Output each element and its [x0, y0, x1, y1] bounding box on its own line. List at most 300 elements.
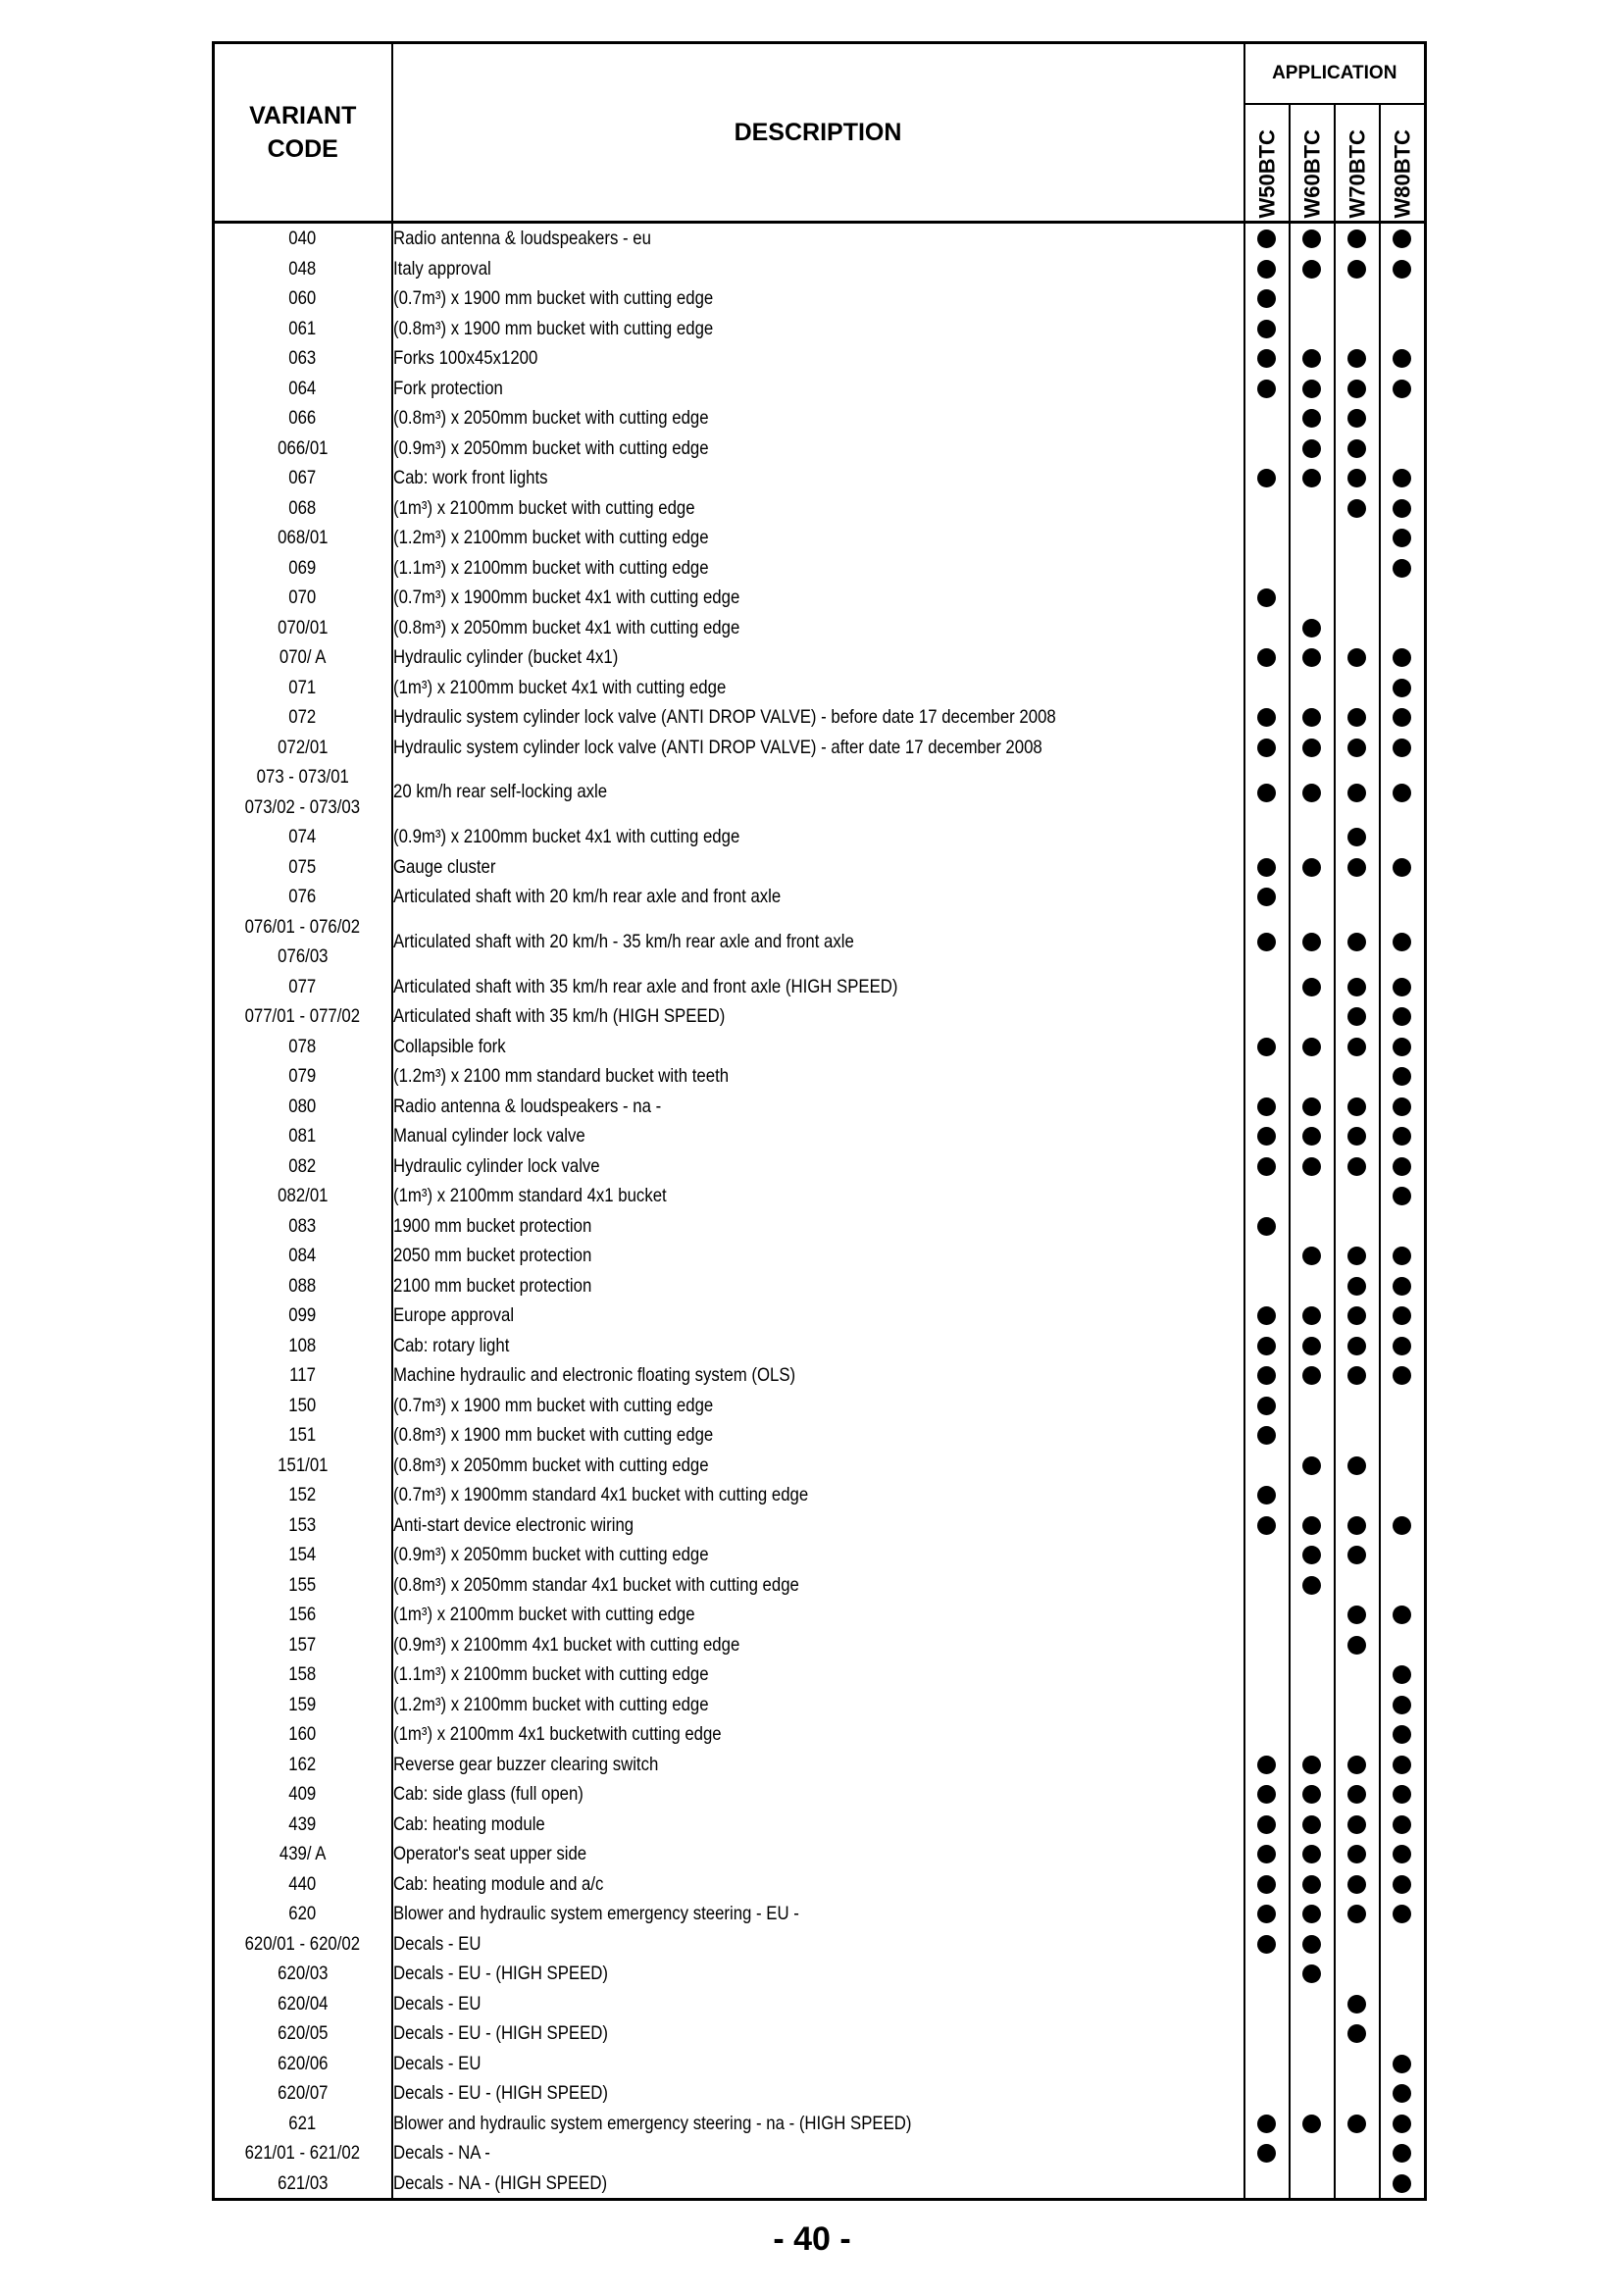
application-cell-w80btc	[1380, 642, 1426, 673]
application-cell-w70btc	[1335, 2018, 1380, 2049]
application-cell-w50btc	[1244, 1989, 1290, 2019]
application-cell-w60btc	[1290, 882, 1335, 912]
application-cell-w60btc	[1290, 1779, 1335, 1810]
applicable-dot-icon	[1302, 978, 1321, 996]
description-text: (0.8m³) x 2050mm bucket with cutting edge	[392, 407, 709, 429]
description-text: Articulated shaft with 20 km/h - 35 km/h rear axle and front axle	[392, 930, 854, 952]
variant-code-cell	[214, 972, 392, 1002]
variant-code-cell	[214, 2018, 392, 2049]
application-cell-w70btc	[1335, 1690, 1380, 1720]
applicable-dot-icon	[1257, 1337, 1276, 1355]
applicable-dot-icon	[1302, 1756, 1321, 1774]
description-text: (0.8m³) x 2050mm bucket 4x1 with cutting edge	[392, 616, 739, 638]
application-cell-w50btc	[1244, 283, 1290, 314]
application-cell-w80btc	[1380, 493, 1426, 524]
applicable-dot-icon	[1393, 648, 1411, 667]
applicable-dot-icon	[1257, 320, 1276, 338]
variant-code-cell	[214, 1540, 392, 1570]
table-row	[214, 1929, 1426, 1960]
variant-code-cell	[214, 762, 392, 822]
application-cell-w70btc	[1335, 1630, 1380, 1660]
variant-code-cell	[214, 223, 392, 254]
table-row	[214, 583, 1426, 613]
application-cell-w70btc	[1335, 972, 1380, 1002]
application-cell-w80btc	[1380, 1391, 1426, 1421]
application-cell-w60btc	[1290, 523, 1335, 553]
variant-code-cell	[214, 1092, 392, 1122]
application-cell-w50btc	[1244, 1121, 1290, 1151]
application-cell-w70btc	[1335, 583, 1380, 613]
variant-code: 081	[288, 1125, 317, 1147]
application-cell-w70btc	[1335, 1750, 1380, 1780]
variant-code: 151/01	[278, 1454, 329, 1476]
table-row	[214, 1750, 1426, 1780]
table-row	[214, 642, 1426, 673]
table-row	[214, 1899, 1426, 1929]
variant-code-cell	[214, 2078, 392, 2109]
application-cell-w60btc	[1290, 1719, 1335, 1750]
application-cell-w50btc	[1244, 1779, 1290, 1810]
applicable-dot-icon	[1257, 349, 1276, 368]
description-cell	[392, 1420, 1244, 1451]
application-cell-w60btc	[1290, 1899, 1335, 1929]
applicable-dot-icon	[1257, 1756, 1276, 1774]
applicable-dot-icon	[1393, 1875, 1411, 1894]
application-cell-w60btc	[1290, 1810, 1335, 1840]
application-cell-w50btc	[1244, 1630, 1290, 1660]
model-label: W60BTC	[1299, 129, 1324, 219]
application-cell-w80btc	[1380, 2078, 1426, 2109]
variant-code-cell	[214, 583, 392, 613]
variant-code-cell	[214, 1839, 392, 1869]
applicable-dot-icon	[1393, 1306, 1411, 1325]
application-cell-w70btc	[1335, 702, 1380, 733]
application-cell-w60btc	[1290, 403, 1335, 434]
table-row	[214, 1839, 1426, 1869]
application-cell-w50btc	[1244, 1510, 1290, 1541]
applicable-dot-icon	[1257, 230, 1276, 248]
application-cell-w70btc	[1335, 1839, 1380, 1869]
application-cell-w70btc	[1335, 493, 1380, 524]
applicable-dot-icon	[1257, 1486, 1276, 1504]
application-cell-w50btc	[1244, 912, 1290, 972]
applicable-dot-icon	[1347, 648, 1366, 667]
table-row	[214, 343, 1426, 374]
applicable-dot-icon	[1393, 499, 1411, 518]
applicable-dot-icon	[1257, 739, 1276, 757]
table-row	[214, 2138, 1426, 2168]
description-cell	[392, 1989, 1244, 2019]
description-text: Cab: heating module and a/c	[392, 1872, 603, 1895]
description-text: Decals - NA -	[392, 2142, 490, 2164]
variant-code-cell	[214, 1300, 392, 1331]
description-text: (0.8m³) x 2050mm bucket with cutting edge	[392, 1454, 709, 1476]
description-text: 2050 mm bucket protection	[392, 1245, 591, 1266]
application-cell-w60btc	[1290, 463, 1335, 493]
application-cell-w60btc	[1290, 1032, 1335, 1062]
table-row	[214, 1659, 1426, 1690]
description-cell	[392, 1810, 1244, 1840]
applicable-dot-icon	[1302, 1516, 1321, 1535]
variant-code: 621	[288, 2112, 317, 2134]
application-cell-w70btc	[1335, 1480, 1380, 1510]
model-header-w70btc	[1335, 104, 1380, 222]
application-cell-w80btc	[1380, 1331, 1426, 1361]
application-cell-w60btc	[1290, 613, 1335, 643]
applicable-dot-icon	[1393, 784, 1411, 802]
application-cell-w50btc	[1244, 314, 1290, 344]
description-text: (1m³) x 2100mm bucket 4x1 with cutting edge	[392, 676, 726, 698]
variant-code: 155	[288, 1573, 317, 1596]
table-row	[214, 1869, 1426, 1900]
applicable-dot-icon	[1302, 708, 1321, 727]
application-cell-w80btc	[1380, 1092, 1426, 1122]
application-cell-w80btc	[1380, 1839, 1426, 1869]
applicable-dot-icon	[1257, 1785, 1276, 1804]
variant-code-cell	[214, 553, 392, 584]
applicable-dot-icon	[1347, 439, 1366, 458]
application-cell-w70btc	[1335, 1151, 1380, 1182]
applicable-dot-icon	[1347, 1995, 1366, 2014]
description-text: (1.2m³) x 2100mm bucket with cutting edge	[392, 1693, 709, 1715]
description-text: Radio antenna & loudspeakers - na -	[392, 1095, 661, 1117]
application-cell-w50btc	[1244, 1181, 1290, 1211]
applicable-dot-icon	[1347, 1606, 1366, 1624]
variant-code-cell	[214, 1451, 392, 1481]
description-text: Radio antenna & loudspeakers - eu	[392, 228, 651, 249]
variant-code: 076	[288, 886, 317, 907]
description-text: Decals - EU - (HIGH SPEED)	[392, 1963, 608, 1984]
description-text: Decals - NA - (HIGH SPEED)	[392, 2171, 607, 2194]
description-cell	[392, 1929, 1244, 1960]
applicable-dot-icon	[1302, 1306, 1321, 1325]
table-row	[214, 1420, 1426, 1451]
table-row	[214, 1360, 1426, 1391]
variant-code-cell	[214, 1480, 392, 1510]
applicable-dot-icon	[1347, 1815, 1366, 1834]
table-row	[214, 434, 1426, 464]
application-cell-w80btc	[1380, 1600, 1426, 1630]
application-cell-w50btc	[1244, 642, 1290, 673]
application-cell-w80btc	[1380, 733, 1426, 763]
application-cell-w50btc	[1244, 972, 1290, 1002]
variant-code-cell	[214, 1061, 392, 1092]
application-cell-w50btc	[1244, 254, 1290, 284]
application-cell-w70btc	[1335, 1271, 1380, 1301]
application-cell-w70btc	[1335, 1929, 1380, 1960]
description-text: Forks 100x45x1200	[392, 347, 537, 369]
description-text: Blower and hydraulic system emergency steering - EU -	[392, 1903, 799, 1924]
applicable-dot-icon	[1393, 1845, 1411, 1863]
application-cell-w50btc	[1244, 2109, 1290, 2139]
application-cell-w50btc	[1244, 1869, 1290, 1900]
variant-code: 040	[288, 228, 317, 249]
variant-code-cell	[214, 1600, 392, 1630]
variant-code: 079	[288, 1065, 317, 1087]
applicable-dot-icon	[1302, 230, 1321, 248]
variant-code-cell	[214, 1211, 392, 1242]
variant-code-cell	[214, 912, 392, 972]
model-label: W50BTC	[1254, 129, 1279, 219]
application-cell-w80btc	[1380, 613, 1426, 643]
applicable-dot-icon	[1302, 1815, 1321, 1834]
description-text: Hydraulic cylinder (bucket 4x1)	[392, 646, 618, 668]
application-cell-w80btc	[1380, 702, 1426, 733]
variant-code-header	[214, 43, 392, 223]
application-cell-w70btc	[1335, 1659, 1380, 1690]
application-cell-w70btc	[1335, 1869, 1380, 1900]
model-header-w60btc	[1290, 104, 1335, 222]
description-cell	[392, 1630, 1244, 1660]
application-cell-w60btc	[1290, 1510, 1335, 1541]
variant-code-continued: 073/02 - 073/03	[245, 795, 361, 818]
application-cell-w80btc	[1380, 1032, 1426, 1062]
description-text: Decals - EU	[392, 1932, 481, 1955]
variant-code: 620/03	[278, 1963, 329, 1984]
application-cell-w60btc	[1290, 1570, 1335, 1601]
applicable-dot-icon	[1257, 1815, 1276, 1834]
application-cell-w60btc	[1290, 314, 1335, 344]
description-text: (1m³) x 2100mm bucket with cutting edge	[392, 1604, 695, 1625]
variant-code-cell	[214, 403, 392, 434]
description-text: (0.9m³) x 2050mm bucket with cutting edge	[392, 436, 709, 459]
variant-code: 075	[288, 855, 317, 878]
application-cell-w70btc	[1335, 1061, 1380, 1092]
application-cell-w60btc	[1290, 1331, 1335, 1361]
variant-code: 070/ A	[279, 646, 327, 668]
application-cell-w60btc	[1290, 553, 1335, 584]
description-cell	[392, 762, 1244, 822]
application-cell-w80btc	[1380, 1451, 1426, 1481]
variant-code-cell	[214, 1989, 392, 2019]
application-cell-w80btc	[1380, 374, 1426, 404]
application-cell-w70btc	[1335, 1300, 1380, 1331]
table-row	[214, 1092, 1426, 1122]
applicable-dot-icon	[1393, 1007, 1411, 1026]
description-text: Cab: work front lights	[392, 467, 548, 488]
variant-code: 439/ A	[279, 1843, 327, 1864]
description-cell	[392, 1451, 1244, 1481]
applicable-dot-icon	[1393, 1696, 1411, 1714]
description-text: (0.8m³) x 1900 mm bucket with cutting edge	[392, 1424, 713, 1446]
description-cell	[392, 2138, 1244, 2168]
applicable-dot-icon	[1257, 1306, 1276, 1325]
variant-code-cell	[214, 852, 392, 883]
applicable-dot-icon	[1302, 439, 1321, 458]
application-cell-w60btc	[1290, 762, 1335, 822]
application-cell-w80btc	[1380, 1420, 1426, 1451]
applicable-dot-icon	[1347, 708, 1366, 727]
application-cell-w50btc	[1244, 1241, 1290, 1271]
application-cell-w50btc	[1244, 673, 1290, 703]
table-row	[214, 2018, 1426, 2049]
application-cell-w80btc	[1380, 254, 1426, 284]
application-cell-w50btc	[1244, 2138, 1290, 2168]
application-cell-w70btc	[1335, 2168, 1380, 2200]
applicable-dot-icon	[1257, 380, 1276, 398]
application-cell-w60btc	[1290, 822, 1335, 852]
application-cell-w60btc	[1290, 2138, 1335, 2168]
description-cell	[392, 1241, 1244, 1271]
table-row	[214, 283, 1426, 314]
description-text: Decals - EU - (HIGH SPEED)	[392, 2022, 608, 2044]
table-row	[214, 463, 1426, 493]
description-cell	[392, 463, 1244, 493]
application-cell-w80btc	[1380, 1151, 1426, 1182]
description-cell	[392, 1300, 1244, 1331]
variant-code-cell	[214, 523, 392, 553]
variant-code: 073 - 073/01	[256, 766, 349, 788]
description-cell	[392, 2168, 1244, 2200]
applicable-dot-icon	[1302, 1038, 1321, 1056]
applicable-dot-icon	[1347, 1306, 1366, 1325]
application-cell-w70btc	[1335, 1241, 1380, 1271]
application-cell-w50btc	[1244, 1092, 1290, 1122]
applicable-dot-icon	[1393, 2144, 1411, 2163]
table-body	[214, 223, 1426, 2200]
application-cell-w80btc	[1380, 1061, 1426, 1092]
applicable-dot-icon	[1347, 1157, 1366, 1176]
application-cell-w60btc	[1290, 1211, 1335, 1242]
applicable-dot-icon	[1347, 1546, 1366, 1564]
application-cell-w50btc	[1244, 1331, 1290, 1361]
application-cell-w50btc	[1244, 523, 1290, 553]
variant-code-cell	[214, 733, 392, 763]
description-text: Hydraulic cylinder lock valve	[392, 1154, 600, 1177]
applicable-dot-icon	[1393, 1725, 1411, 1744]
applicable-dot-icon	[1347, 933, 1366, 951]
application-cell-w80btc	[1380, 1779, 1426, 1810]
description-cell	[392, 2049, 1244, 2079]
table-row	[214, 1451, 1426, 1481]
variant-code: 154	[288, 1544, 317, 1565]
variant-code-cell	[214, 702, 392, 733]
description-text: Articulated shaft with 20 km/h rear axle and front axle	[392, 886, 781, 907]
applicable-dot-icon	[1347, 2115, 1366, 2133]
applicable-dot-icon	[1302, 1546, 1321, 1564]
table-row	[214, 553, 1426, 584]
variant-code-cell	[214, 1241, 392, 1271]
applicable-dot-icon	[1393, 469, 1411, 487]
description-cell	[392, 1839, 1244, 1869]
applicable-dot-icon	[1347, 230, 1366, 248]
variant-code: 159	[288, 1693, 317, 1715]
applicable-dot-icon	[1257, 708, 1276, 727]
table-row	[214, 762, 1426, 822]
description-text: (0.9m³) x 2100mm bucket 4x1 with cutting edge	[392, 826, 739, 847]
application-cell-w50btc	[1244, 1810, 1290, 1840]
application-cell-w60btc	[1290, 1181, 1335, 1211]
applicable-dot-icon	[1393, 1038, 1411, 1056]
variant-code-cell	[214, 1032, 392, 1062]
description-cell	[392, 1869, 1244, 1900]
applicable-dot-icon	[1393, 2174, 1411, 2193]
description-text: (0.8m³) x 1900 mm bucket with cutting edge	[392, 317, 713, 339]
table-row	[214, 2049, 1426, 2079]
application-cell-w70btc	[1335, 463, 1380, 493]
application-cell-w60btc	[1290, 434, 1335, 464]
application-cell-w80btc	[1380, 1959, 1426, 1989]
application-cell-w60btc	[1290, 1659, 1335, 1690]
application-cell-w70btc	[1335, 912, 1380, 972]
application-cell-w70btc	[1335, 613, 1380, 643]
application-cell-w80btc	[1380, 403, 1426, 434]
application-cell-w60btc	[1290, 1630, 1335, 1660]
applicable-dot-icon	[1393, 2084, 1411, 2103]
application-cell-w50btc	[1244, 762, 1290, 822]
application-cell-w60btc	[1290, 223, 1335, 254]
applicable-dot-icon	[1257, 1845, 1276, 1863]
application-cell-w60btc	[1290, 2049, 1335, 2079]
application-cell-w80btc	[1380, 1241, 1426, 1271]
applicable-dot-icon	[1302, 260, 1321, 279]
applicable-dot-icon	[1347, 1337, 1366, 1355]
variant-code: 150	[288, 1394, 317, 1416]
applicable-dot-icon	[1257, 888, 1276, 906]
applicable-dot-icon	[1347, 1516, 1366, 1535]
variant-code: 076/01 - 076/02	[245, 915, 361, 938]
application-cell-w50btc	[1244, 463, 1290, 493]
table-row	[214, 2078, 1426, 2109]
variant-code: 078	[288, 1035, 317, 1057]
application-cell-w80btc	[1380, 1570, 1426, 1601]
application-cell-w60btc	[1290, 1121, 1335, 1151]
description-cell	[392, 673, 1244, 703]
variant-code-cell	[214, 463, 392, 493]
applicable-dot-icon	[1302, 1097, 1321, 1116]
application-cell-w80btc	[1380, 1719, 1426, 1750]
application-cell-w60btc	[1290, 2109, 1335, 2139]
table-row	[214, 254, 1426, 284]
applicable-dot-icon	[1257, 648, 1276, 667]
application-cell-w60btc	[1290, 1360, 1335, 1391]
application-cell-w70btc	[1335, 882, 1380, 912]
application-cell-w60btc	[1290, 1420, 1335, 1451]
variant-code-cell	[214, 2049, 392, 2079]
application-cell-w70btc	[1335, 1391, 1380, 1421]
application-cell-w70btc	[1335, 852, 1380, 883]
application-cell-w70btc	[1335, 1121, 1380, 1151]
application-cell-w80btc	[1380, 1899, 1426, 1929]
application-cell-w50btc	[1244, 882, 1290, 912]
application-cell-w70btc	[1335, 1211, 1380, 1242]
applicable-dot-icon	[1302, 933, 1321, 951]
description-text: (1.1m³) x 2100mm bucket with cutting edge	[392, 556, 709, 579]
applicable-dot-icon	[1302, 648, 1321, 667]
applicable-dot-icon	[1302, 784, 1321, 802]
description-text: Manual cylinder lock valve	[392, 1125, 585, 1147]
application-cell-w60btc	[1290, 1061, 1335, 1092]
description-header: DESCRIPTION	[392, 43, 1244, 223]
description-text: (0.9m³) x 2100mm 4x1 bucket with cutting edge	[392, 1633, 739, 1656]
table-row	[214, 1810, 1426, 1840]
application-cell-w80btc	[1380, 223, 1426, 254]
variant-code: 620/01 - 620/02	[245, 1932, 361, 1955]
application-cell-w60btc	[1290, 254, 1335, 284]
description-cell	[392, 642, 1244, 673]
application-cell-w50btc	[1244, 493, 1290, 524]
application-cell-w50btc	[1244, 2168, 1290, 2200]
application-cell-w70btc	[1335, 1510, 1380, 1541]
description-text: Machine hydraulic and electronic floating system (OLS)	[392, 1364, 795, 1386]
description-cell	[392, 1391, 1244, 1421]
application-cell-w70btc	[1335, 374, 1380, 404]
variant-code-cell	[214, 254, 392, 284]
application-cell-w60btc	[1290, 1750, 1335, 1780]
application-cell-w50btc	[1244, 1839, 1290, 1869]
applicable-dot-icon	[1302, 1366, 1321, 1385]
variant-code: 071	[288, 676, 317, 698]
